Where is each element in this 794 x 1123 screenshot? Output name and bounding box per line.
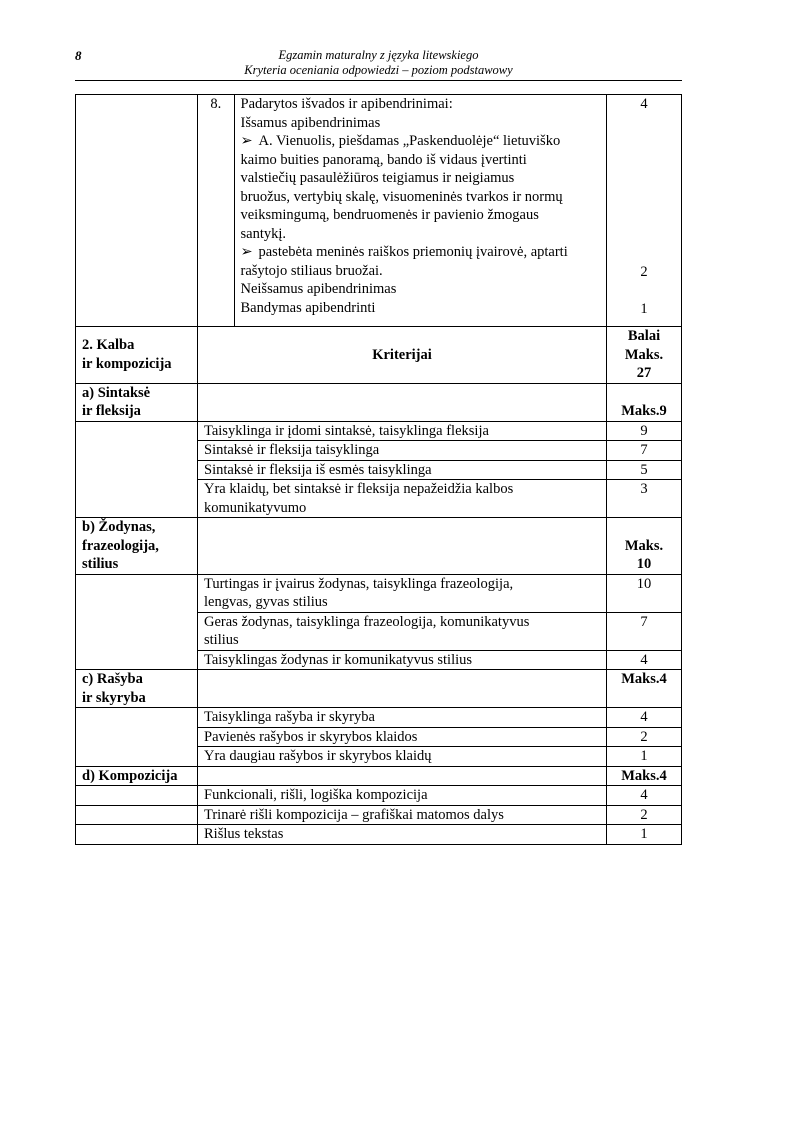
table-row: Geras žodynas, taisyklinga frazeologija, komunikatyvus stilius 7 (76, 612, 682, 650)
points-header: Balai Maks. 27 (607, 327, 682, 384)
section2-label: 2. Kalba ir kompozicija (76, 327, 198, 384)
table-row-c-header (76, 670, 682, 708)
table-row: Taisyklinga rašyba ir skyryba 4 (76, 708, 682, 728)
page-number: 8 (75, 48, 82, 63)
block8-text: Padarytos išvados ir apibendrinimai: Išsamus apibendrinimas ➢ A. Vienuolis, piešdamas „Paskenduolėje“ lietuviško kaimo buities panoramą, bando iš vidaus įvertinti valstiečių pasaulėžiūros teigiamus ir neigiamus bruožus, vertybių skalę, visuomeninės tvarkos ir normų veiksmingumą, bendruomenės ir pavienio žmogaus santykį. ➢ pastebėta meninės raiškos priemonių įvairovė, aptarti rašytojo stiliaus bruožai. Neišsamus apibendrinimas Bandymas apibendrinti (240, 96, 568, 316)
section-a-max: Maks.9 (607, 383, 682, 421)
block8-inner (198, 95, 606, 326)
section-b-label: b) Žodynas, frazeologija, stilius (76, 518, 198, 575)
table-row: Turtingas ir įvairus žodynas, taisyklinga frazeologija, lengvas, gyvas stilius 10 (76, 574, 682, 612)
section-b-max: Maks. 10 (607, 518, 682, 575)
table-row: Pavienės rašybos ir skyrybos klaidos 2 (76, 727, 682, 747)
table-row: Taisyklinga ir įdomi sintaksė, taisyklinga fleksija 9 (76, 421, 682, 441)
arrow-bullet-icon: ➢ (240, 244, 253, 260)
table-row: Trinarė rišli kompozicija – grafiškai matomos dalys 2 (76, 805, 682, 825)
header-title: Egzamin maturalny z języka litewskiego (278, 48, 479, 62)
table-row: Funkcionali, rišli, logiška kompozicija 4 (76, 786, 682, 806)
section-d-max: Maks.4 (607, 766, 682, 786)
header-subtitle: Kryteria oceniania odpowiedzi – poziom podstawowy (244, 63, 513, 77)
section-a-label: a) Sintaksė ir fleksija (76, 383, 198, 421)
table-row-d-header (76, 766, 682, 786)
table-row-block8 (76, 95, 682, 327)
criteria-header: Kriterijai (198, 327, 607, 384)
block8-number: 8. (198, 95, 234, 326)
table-row-section2 (76, 327, 682, 384)
section-c-max: Maks.4 (607, 670, 682, 708)
section-c-label: c) Rašyba ir skyryba (76, 670, 198, 708)
table-row-a-header (76, 383, 682, 421)
table-row: Sintaksė ir fleksija iš esmės taisyklinga 5 (76, 460, 682, 480)
criteria-table (75, 94, 682, 845)
table-row: Rišlus tekstas 1 (76, 825, 682, 845)
block8-scores: 4 2 1 (607, 95, 682, 327)
table-row: Yra klaidų, bet sintaksė ir fleksija nepažeidžia kalbos komunikatyvumo 3 (76, 480, 682, 518)
arrow-bullet-icon: ➢ (240, 133, 253, 149)
page-header (75, 46, 682, 81)
table-row: Taisyklingas žodynas ir komunikatyvus stilius 4 (76, 650, 682, 670)
section-d-label: d) Kompozicija (76, 766, 198, 786)
table-row: Sintaksė ir fleksija taisyklinga 7 (76, 441, 682, 461)
table-row: Yra daugiau rašybos ir skyrybos klaidų 1 (76, 747, 682, 767)
table-row-b-header (76, 518, 682, 575)
